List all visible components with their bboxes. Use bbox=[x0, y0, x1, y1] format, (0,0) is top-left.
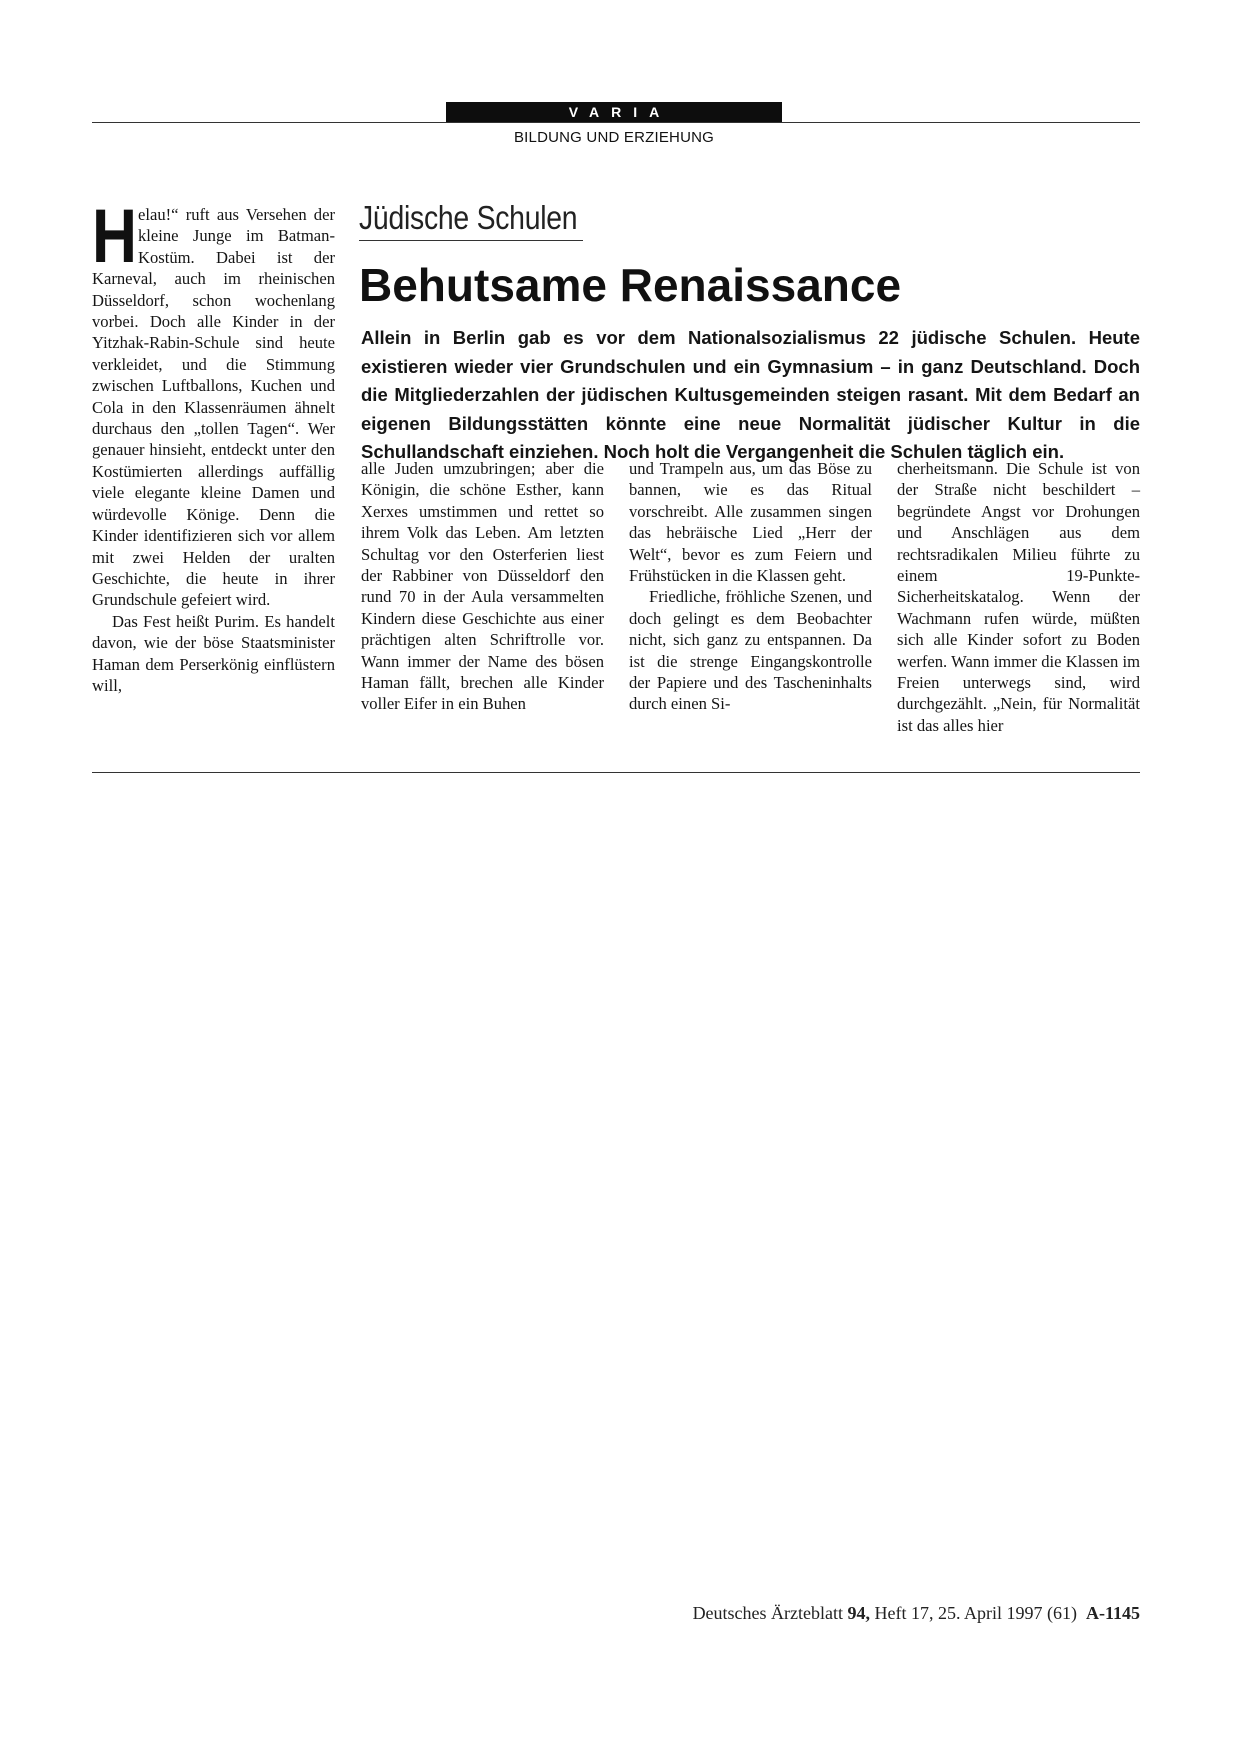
page-footer bbox=[693, 1603, 1140, 1624]
article-lead: Allein in Berlin gab es vor dem Nationalsozialismus 22 jüdische Schulen. Heute existieren wieder vier Grundschulen und ein Gymnasium – in ganz Deutschland. Doch die Mitgliederzahlen der jüdischen Kultusgemeinden steigen rasant. Mit dem Bedarf an eigenen Bildungsstätten könnte eine neue Normalität jüdischer Kultur in die Schullandschaft einziehen. Noch holt die Vergangenheit die Schulen täglich ein. bbox=[361, 327, 1140, 462]
paragraph: Das Fest heißt Purim. Es handelt davon, wie der böse Staatsminister Haman dem Perserkönig einflüstern will, bbox=[92, 611, 335, 695]
article-headline: Behutsame Renaissance bbox=[359, 259, 902, 311]
article-column-2 bbox=[361, 458, 604, 715]
paragraph: Friedliche, fröhliche Szenen, und doch gelingt es dem Beobachter nicht, sich ganz zu entspannen. Da ist die strenge Eingangskontrolle der Papiere und des Tascheninhalts durch einen Si- bbox=[629, 587, 872, 714]
article-bottom-rule bbox=[92, 772, 1140, 773]
drop-cap: H bbox=[92, 194, 138, 279]
article-kicker: Jüdische Schulen bbox=[359, 199, 578, 236]
section-label: VARIA bbox=[446, 102, 782, 123]
journal-name: Deutsches Ärzteblatt bbox=[692, 1603, 844, 1623]
article-column-3 bbox=[629, 458, 872, 715]
page-number: A-1145 bbox=[1086, 1603, 1140, 1623]
paragraph bbox=[92, 194, 335, 611]
kicker-underline bbox=[359, 240, 583, 241]
article-column-1 bbox=[92, 194, 335, 696]
paragraph-text: elau!“ ruft aus Versehen der kleine Junge im Batman-Kostüm. Dabei ist der Karneval, auch im rheinischen Düsseldorf, schon wochenlang vorbei. Doch alle Kinder in der Yitzhak-Rabin-Schule sind heute verkleidet, und die Stimmung zwischen Luftballons, Kuchen und Cola in den Klassenräumen ähnelt durchaus den „tollen Tagen“. Wer genauer hinsieht, entdeckt unter den Kostümierten allerdings auffällig viele elegante kleine Damen und würdevolle Könige. Denn die Kinder identifizieren sich vor allem mit zwei Helden der uralten Geschichte, die heute in ihrer Grundschule gefeiert wird. bbox=[92, 205, 335, 610]
volume-number: 94, bbox=[847, 1603, 871, 1623]
paragraph: und Trampeln aus, um das Böse zu bannen, wie es das Ritual vorschreibt. Alle zusammen singen das hebräische Lied „Herr der Welt“, bevor es zum Feiern und Frühstücken in die Klassen geht. bbox=[629, 459, 872, 586]
header-rule bbox=[92, 122, 1140, 123]
article-column-4 bbox=[897, 458, 1140, 736]
paragraph: cherheitsmann. Die Schule ist von der Straße nicht beschildert – begründete Angst vor Drohungen und Anschlägen aus dem rechtsradikalen Milieu führte zu einem 19-Punkte-Sicherheitskatalog. Wenn der Wachmann rufen würde, müßten sich alle Kinder sofort zu Boden werfen. Wann immer die Klassen im Freien unterwegs sind, wird durchgezählt. „Nein, für Normalität ist das alles hier bbox=[897, 459, 1140, 735]
subsection-label: BILDUNG UND ERZIEHUNG bbox=[513, 129, 715, 146]
paragraph: alle Juden umzubringen; aber die Königin, die schöne Esther, kann Xerxes umstimmen und rettet so ihrem Volk das Leben. Am letzten Schultag vor den Osterferien liest der Rabbiner von Düsseldorf den rund 70 in der Aula versammelten Kindern diese Geschichte aus einer prächtigen alten Schriftrolle vor. Wann immer der Name des bösen Haman fällt, brechen alle Kinder voller Eifer in ein Buhen bbox=[361, 459, 604, 714]
issue-info: Heft 17, 25. April 1997 (61) bbox=[874, 1603, 1077, 1623]
